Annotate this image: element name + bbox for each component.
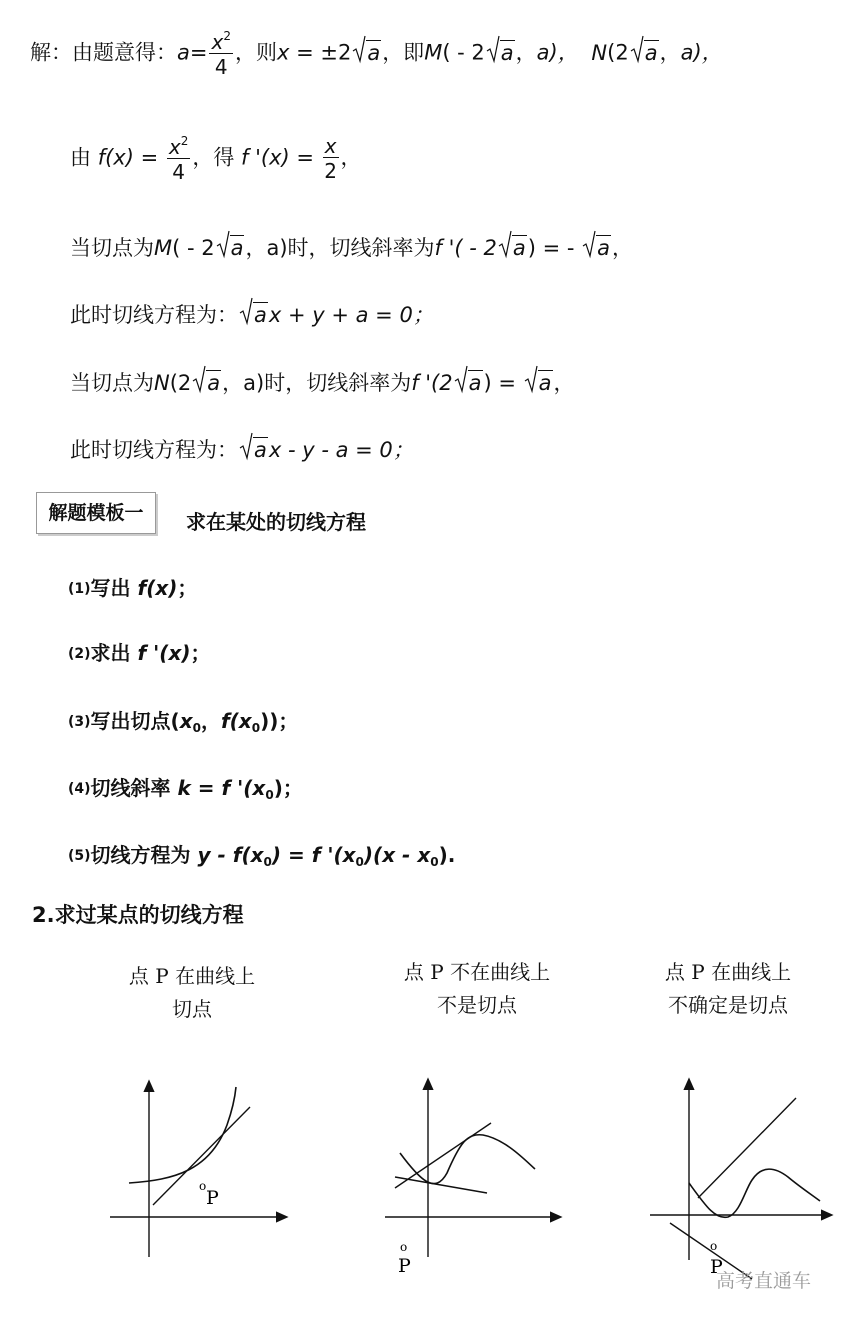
equation: x - y - a = 0； bbox=[268, 438, 414, 462]
text: ) = bbox=[483, 371, 523, 395]
text: 写出切点( bbox=[90, 709, 180, 733]
diagram-tangent-at-point bbox=[105, 1065, 290, 1265]
radicand: a bbox=[538, 371, 552, 395]
solution-line-6 bbox=[70, 437, 414, 461]
step-number: (1) bbox=[68, 581, 91, 597]
template-label-box: 解题模板一 bbox=[36, 492, 156, 534]
text: 此时切线方程为： bbox=[70, 438, 238, 462]
point-n: N bbox=[591, 40, 608, 65]
numerator: x bbox=[211, 30, 224, 54]
point-m: M bbox=[424, 40, 443, 65]
watermark: 高考直通车 bbox=[716, 1270, 812, 1292]
radicand: a bbox=[512, 236, 526, 260]
math: f(x) bbox=[137, 576, 178, 600]
caption-line: 切点 bbox=[172, 997, 212, 1021]
exponent: 2 bbox=[180, 134, 189, 148]
point-m: M bbox=[154, 236, 173, 260]
sqrt bbox=[524, 370, 553, 394]
template-step-2 bbox=[68, 637, 210, 666]
text: ， bbox=[612, 236, 634, 260]
radicand: a bbox=[367, 40, 381, 65]
text: 当切点为 bbox=[70, 371, 154, 395]
text: 由 bbox=[70, 145, 91, 170]
fraction bbox=[323, 136, 339, 181]
point-label: P bbox=[710, 1256, 723, 1278]
template-step-4 bbox=[68, 772, 303, 802]
equation: x + y + a = 0； bbox=[268, 303, 434, 327]
text: ( - 2 bbox=[442, 40, 485, 65]
text: ，则 bbox=[234, 40, 277, 65]
denominator: 2 bbox=[324, 159, 337, 183]
text: 切线斜率 bbox=[90, 776, 178, 800]
math: k = f '(x bbox=[177, 776, 266, 800]
text: ； bbox=[177, 576, 198, 600]
solution-line-3 bbox=[70, 235, 633, 259]
text: = bbox=[289, 145, 321, 170]
exponent: 2 bbox=[223, 29, 231, 43]
text: (2 bbox=[607, 40, 629, 65]
text: ，得 bbox=[192, 145, 235, 170]
radicand: a bbox=[207, 371, 221, 395]
curve bbox=[689, 1169, 820, 1217]
radicand: a bbox=[254, 303, 267, 327]
step-number: (4) bbox=[68, 781, 91, 797]
template-step-3 bbox=[68, 705, 298, 735]
text: ))； bbox=[260, 709, 299, 733]
text: 求出 bbox=[90, 641, 138, 665]
var: a bbox=[177, 40, 190, 65]
text: ，a)时，切线斜率为 bbox=[245, 236, 435, 260]
caption-line: 点 P 在曲线上 bbox=[128, 964, 256, 988]
diagram-point-not-on-curve bbox=[365, 1065, 565, 1285]
denominator: 4 bbox=[172, 160, 185, 184]
numerator: x bbox=[168, 135, 181, 159]
sqrt bbox=[486, 40, 515, 64]
caption-2 bbox=[377, 956, 577, 1022]
radicand: a bbox=[468, 371, 482, 395]
step-number: (5) bbox=[68, 848, 91, 864]
radicand: a bbox=[644, 40, 658, 65]
fraction bbox=[209, 30, 232, 77]
template-title: 求在某处的切线方程 bbox=[186, 510, 366, 534]
var: x bbox=[276, 40, 290, 65]
sqrt bbox=[582, 235, 611, 259]
sqrt bbox=[454, 370, 483, 394]
radicand: a bbox=[500, 40, 514, 65]
arg: (x) bbox=[105, 145, 134, 170]
text: ) = - bbox=[527, 236, 582, 260]
point-label: P bbox=[206, 1187, 219, 1209]
solution-line-5 bbox=[70, 370, 575, 394]
numerator: x bbox=[324, 134, 337, 158]
sqrt bbox=[630, 40, 659, 64]
text: (2 bbox=[169, 371, 192, 395]
text: )； bbox=[273, 776, 303, 800]
subscript: 0 bbox=[430, 855, 439, 869]
point-n: N bbox=[154, 371, 170, 395]
sqrt bbox=[239, 437, 268, 461]
caption-3 bbox=[628, 956, 828, 1022]
math: )(x - x bbox=[363, 843, 431, 867]
sqrt bbox=[216, 235, 245, 259]
template-step-1 bbox=[68, 572, 197, 601]
text: ( - 2 bbox=[172, 236, 215, 260]
text: ，即 bbox=[382, 40, 425, 65]
sqrt bbox=[192, 370, 221, 394]
text: 此时切线方程为： bbox=[70, 303, 238, 327]
fraction bbox=[167, 135, 190, 182]
curve bbox=[129, 1087, 236, 1183]
solution-line-1: 解：由题意得：a= $\frac{x^2}{4}$ ，则x = ±2 a，即M( - 2 a，a)， N(2 a，a)， bbox=[30, 29, 723, 79]
math: ) = f '(x bbox=[271, 843, 356, 867]
caption-line: 点 P 不在曲线上 bbox=[403, 960, 551, 984]
text: = bbox=[133, 145, 165, 170]
text: ， bbox=[340, 145, 362, 170]
text: a)， bbox=[680, 40, 723, 65]
text: 解：由题意得： bbox=[30, 40, 177, 65]
tangent-line-1 bbox=[698, 1098, 796, 1198]
subscript: 0 bbox=[263, 855, 272, 869]
point-marker: o bbox=[710, 1239, 718, 1253]
curve bbox=[400, 1135, 535, 1184]
math: f(x bbox=[220, 709, 252, 733]
subscript: 0 bbox=[251, 721, 261, 735]
solution-line-2 bbox=[70, 135, 362, 182]
text: ， bbox=[553, 371, 575, 395]
text: ，a)时，切线斜率为 bbox=[222, 371, 412, 395]
text: 写出 bbox=[90, 576, 138, 600]
radicand: a bbox=[254, 438, 267, 462]
func: f bbox=[97, 145, 106, 170]
text: ). bbox=[438, 843, 456, 867]
derivative: f '(2 bbox=[411, 371, 453, 395]
math: f '(x) bbox=[137, 641, 191, 665]
text: ， bbox=[200, 709, 221, 733]
subscript: 0 bbox=[265, 788, 274, 802]
caption-line: 点 P 在曲线上 bbox=[664, 960, 792, 984]
text: 切线方程为 bbox=[90, 843, 198, 867]
text: ； bbox=[190, 641, 211, 665]
sqrt bbox=[498, 235, 527, 259]
radicand: a bbox=[230, 236, 244, 260]
derivative: f '( - 2 bbox=[434, 236, 497, 260]
caption-line: 不确定是切点 bbox=[668, 993, 788, 1017]
step-number: (3) bbox=[68, 714, 91, 730]
text: a)， bbox=[536, 40, 579, 65]
radicand: a bbox=[597, 236, 611, 260]
math: x bbox=[179, 709, 193, 733]
denominator: 4 bbox=[214, 55, 228, 79]
subscript: 0 bbox=[192, 721, 201, 735]
step-number: (2) bbox=[68, 646, 91, 662]
solution-line-4 bbox=[70, 302, 434, 326]
template-step-5 bbox=[68, 839, 455, 869]
sqrt bbox=[239, 302, 268, 326]
text: = ±2 bbox=[289, 40, 352, 65]
sqrt bbox=[352, 40, 381, 64]
point-marker: o bbox=[400, 1240, 408, 1254]
point-marker: o bbox=[199, 1179, 207, 1193]
section-2-title: 2.求过某点的切线方程 bbox=[32, 903, 244, 927]
math: y - f(x bbox=[197, 843, 264, 867]
point-label: P bbox=[398, 1255, 411, 1277]
text: = bbox=[189, 40, 208, 65]
subscript: 0 bbox=[355, 855, 364, 869]
caption-1 bbox=[92, 960, 292, 1026]
derivative: f '(x) bbox=[241, 145, 290, 170]
caption-line: 不是切点 bbox=[437, 993, 517, 1017]
diagram-point-on-curve-uncertain bbox=[640, 1065, 835, 1290]
text: 当切点为 bbox=[70, 236, 154, 260]
